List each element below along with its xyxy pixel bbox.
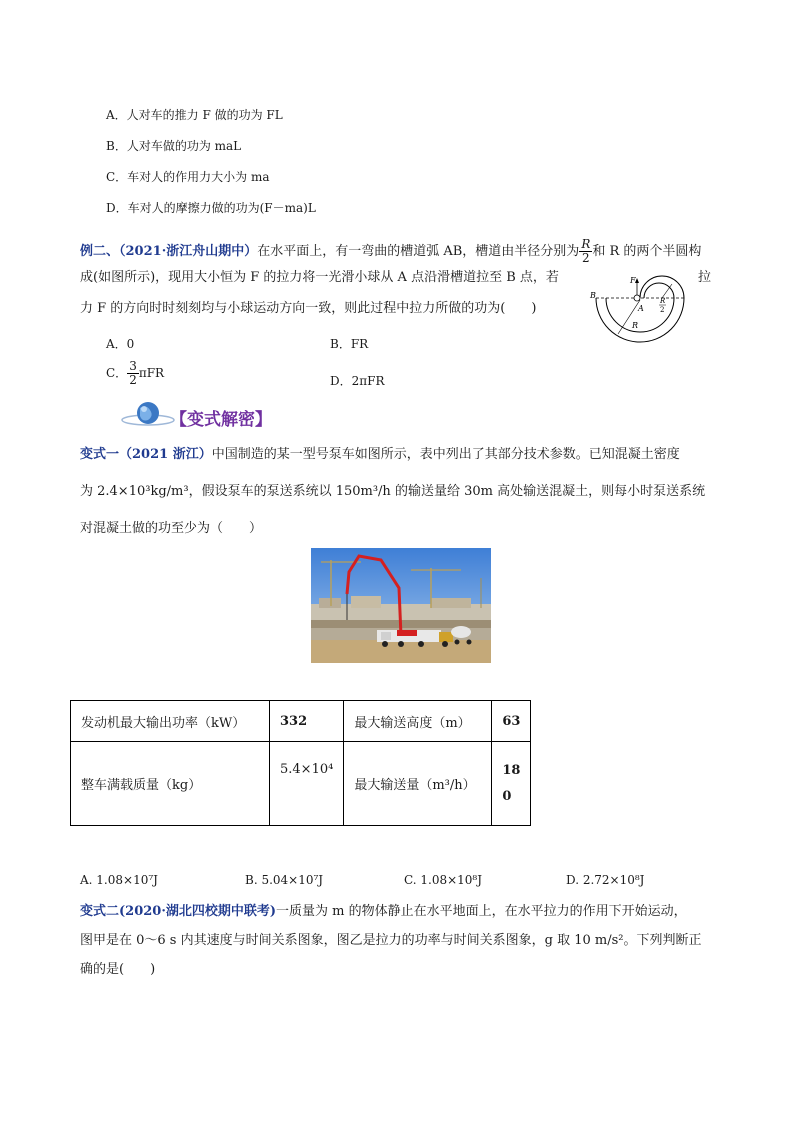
groove-diagram (588, 268, 688, 360)
fraction-r-over-2: $\frac{R}{2}$ (581, 237, 591, 265)
variant2-line2: 图甲是在 0～6 s 内其速度与时间关系图象，图乙是拉力的功率与时间关系图象，g 取 10 m/s²。下列判断正 (80, 933, 702, 948)
table-cell: 332 (270, 701, 344, 742)
variant1-line2: 为 2.4×10³kg/m³，假设泵车的泵送系统以 150m³/h 的输送量给 30m 高处输送混凝土，则每小时泵送系统 (80, 484, 706, 499)
example2-text1: 在水平面上，有一弯曲的槽道弧 AB，槽道由半径分别为 (257, 244, 580, 259)
example2-line1 (80, 238, 701, 265)
fraction-three-halves: $\frac{3}{2}$ (129, 359, 137, 387)
variant1-option-a: A. 1.08×10⁷J (80, 873, 158, 887)
example2-option-d: D．2πFR (330, 374, 385, 388)
label-r-half-num: R (660, 297, 666, 305)
example2-source: （2021·浙江舟山期中） (119, 244, 258, 259)
variant1-line1: 变式一（2021 浙江）中国制造的某一型号泵车如图所示，表中列出了其部分技术参数。已知混凝土密度 (80, 447, 680, 462)
example2-line3: 力 F 的方向时时刻刻均与小球运动方向一致，则此过程中拉力所做的功为( ) (80, 301, 537, 316)
table-cell: 5.4×10⁴ (270, 742, 344, 826)
table-cell: 18 0 (492, 742, 531, 826)
option-a: A．人对车的推力 F 做的功为 FL (106, 108, 283, 122)
variant1-line3: 对混凝土做的功至少为（ ） (80, 521, 263, 536)
example2-line2-tail: 拉 (698, 270, 712, 285)
globe-icon (120, 398, 176, 428)
label-r-half-den: 2 (660, 306, 665, 314)
example2-label: 例二、 (80, 244, 120, 259)
pump-truck-photo (311, 548, 491, 663)
variant2-source: (2020·湖北四校期中联考) (119, 904, 277, 919)
table-row (71, 701, 531, 742)
label-r: R (632, 321, 639, 330)
variant1-option-b: B. 5.04×10⁷J (245, 873, 324, 887)
variant2-line3: 确的是( ) (80, 962, 156, 977)
example2-option-c: C． $\frac{3}{2}$ πFR (106, 359, 165, 387)
spec-table (70, 700, 531, 826)
example2-line2: 成(如图所示)，现用大小恒为 F 的拉力将一光滑小球从 A 点沿滑槽道拉至 B 点，若 (80, 270, 559, 285)
option-d: D．车对人的摩擦力做的功为(F－ma)L (106, 201, 316, 215)
variant2-line1: 变式二(2020·湖北四校期中联考)一质量为 m 的物体静止在水平地面上，在水平拉力的作用下开始运动， (80, 904, 687, 919)
variant2-label: 变式二 (80, 904, 120, 919)
variant1-label: 变式一 (80, 447, 120, 462)
label-b: B (590, 291, 596, 300)
table-cell: 63 (492, 701, 531, 742)
example2-text1-tail: 和 R 的两个半圆构 (592, 244, 702, 259)
example2-option-a: A．0 (106, 337, 135, 351)
table-cell: 发动机最大输出功率（kW） (71, 701, 270, 742)
variant1-source: （2021 浙江） (119, 447, 212, 462)
label-a: A (638, 304, 644, 313)
table-cell: 最大输送高度（m） (344, 701, 492, 742)
label-f: F (630, 276, 636, 285)
example2-option-b: B．FR (330, 337, 369, 351)
option-b: B．人对车做的功为 maL (106, 139, 242, 153)
table-cell: 整车满载质量（kg） (71, 742, 270, 826)
section-heading: 【变式解密】 (170, 410, 272, 430)
table-row (71, 742, 531, 826)
table-cell: 最大输送量（m³/h） (344, 742, 492, 826)
option-c: C．车对人的作用力大小为 ma (106, 170, 270, 184)
variant1-option-d: D. 2.72×10⁸J (566, 873, 645, 887)
variant1-option-c: C. 1.08×10⁸J (404, 873, 483, 887)
